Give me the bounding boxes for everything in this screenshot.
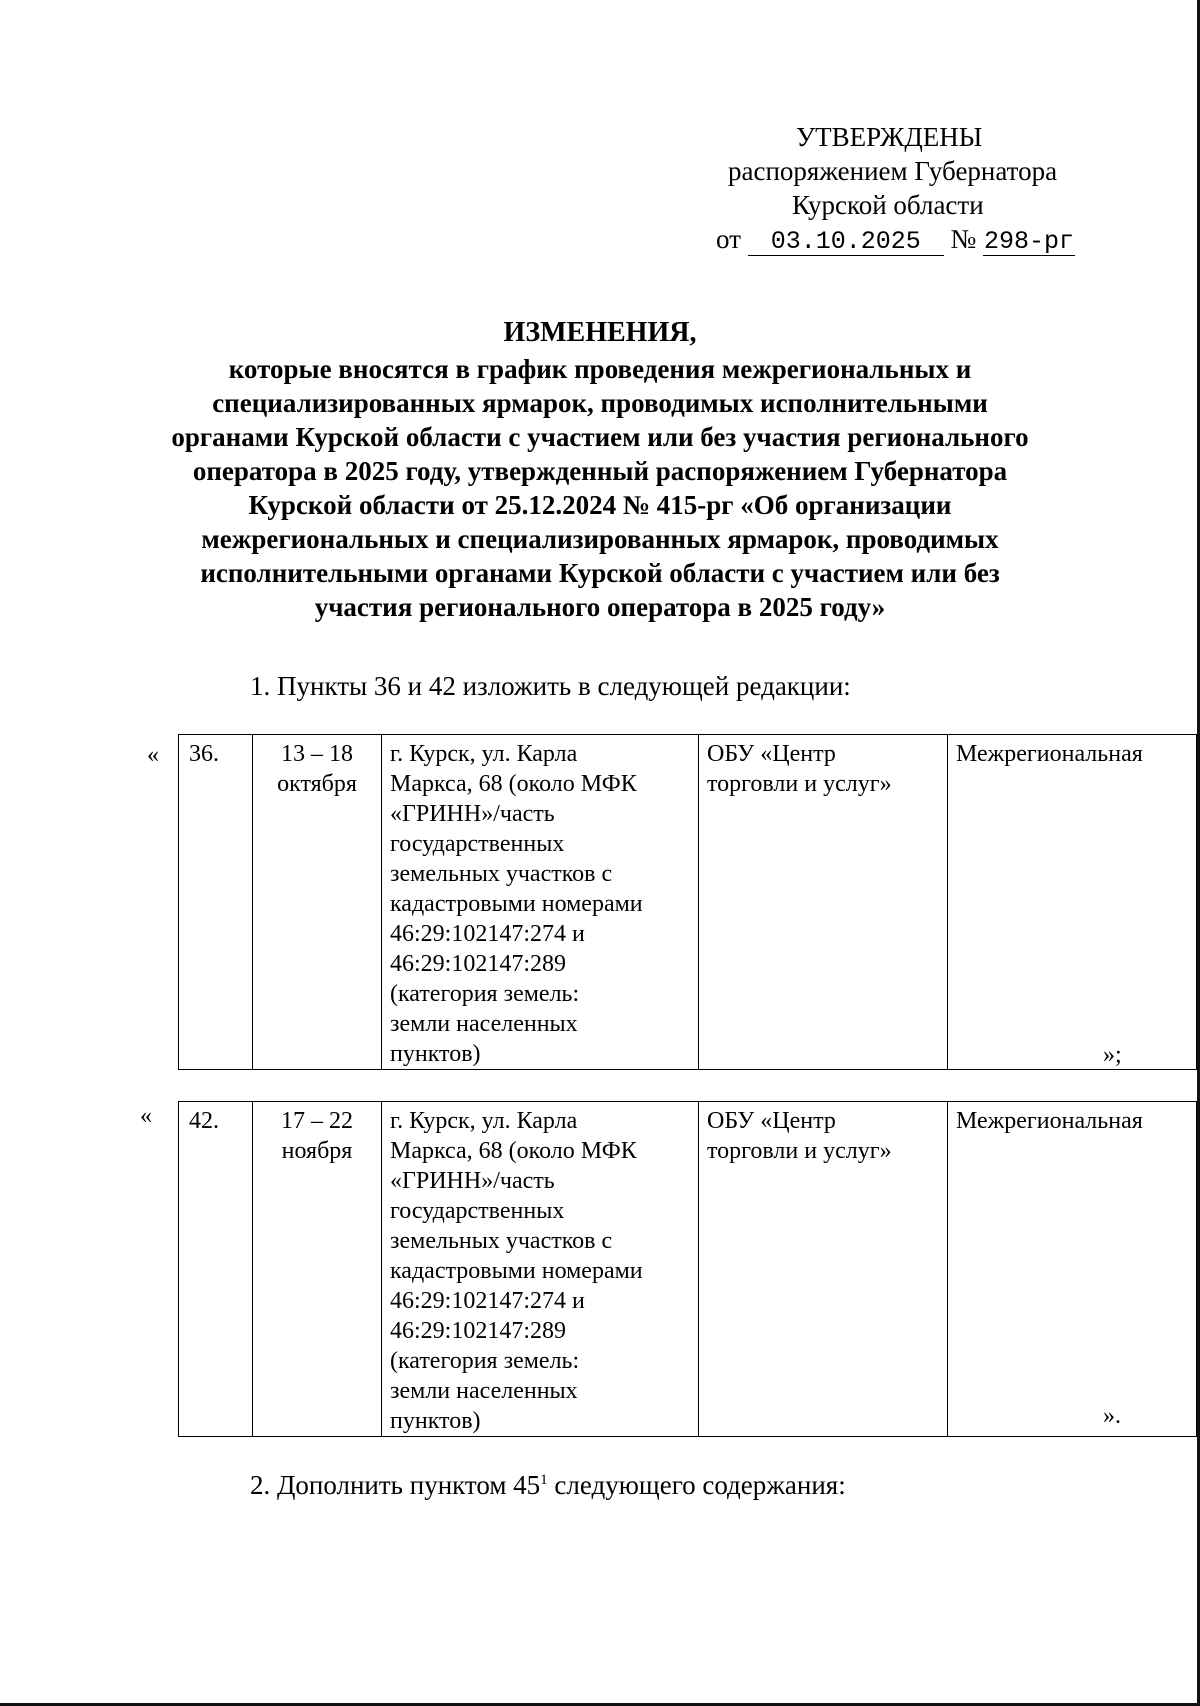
location-line: государственных: [390, 831, 565, 857]
open-quote: «: [147, 742, 159, 768]
paragraph-2: [250, 1468, 846, 1502]
title-heading: ИЗМЕНЕНИЯ,: [503, 317, 697, 348]
paragraph-2-text: 2. Дополнить пунктом 45: [250, 1470, 541, 1500]
title-line: участия регионального оператора в 2025 году»: [314, 592, 886, 622]
schedule-table-36: [178, 734, 1197, 1070]
cell-location: [382, 1102, 699, 1437]
date-range: 17 – 22: [281, 1108, 353, 1134]
open-quote: «: [140, 1103, 152, 1129]
location-line: Маркса, 68 (около МФК: [390, 771, 637, 797]
approval-number: 298-рг: [983, 227, 1074, 256]
organizer-line: торговли и услуг»: [707, 1138, 892, 1164]
location-line: земли населенных: [390, 1378, 578, 1404]
organizer-line: ОБУ «Центр: [707, 1108, 836, 1134]
location-line: земли населенных: [390, 1011, 578, 1037]
cell-organizer: [699, 1102, 948, 1437]
location-line: земельных участков с: [390, 861, 613, 887]
approval-line-3: Курской области: [792, 190, 984, 220]
location-line: (категория земель:: [390, 981, 580, 1007]
title-line: оператора в 2025 году, утвержденный распоряжением Губернатора: [192, 456, 1008, 486]
cell-location: [382, 735, 699, 1070]
location-line: государственных: [390, 1198, 565, 1224]
location-line: пунктов): [390, 1408, 481, 1434]
title-line: межрегиональных и специализированных ярмарок, проводимых: [201, 524, 999, 554]
location-line: кадастровыми номерами: [390, 891, 643, 917]
approval-stamp: [700, 120, 1120, 256]
cell-dates: [253, 1102, 382, 1437]
location-line: г. Курск, ул. Карла: [390, 1108, 578, 1134]
location-line: 46:29:102147:289: [390, 951, 567, 977]
paragraph-2-tail: следующего содержания:: [547, 1470, 846, 1500]
title-line: органами Курской области с участием или без участия регионального: [171, 422, 1029, 452]
table-row: [179, 735, 1197, 1070]
location-line: кадастровыми номерами: [390, 1258, 643, 1284]
paragraph-2-superscript: 1: [540, 1472, 548, 1488]
schedule-table-42: [178, 1101, 1197, 1437]
location-line: «ГРИНН»/часть: [390, 801, 555, 827]
cell-fair-type: Межрегиональная: [948, 735, 1197, 1070]
cell-number: 42.: [179, 1102, 253, 1437]
date-month: октября: [277, 771, 357, 797]
organizer-line: ОБУ «Центр: [707, 741, 836, 767]
title-line: исполнительными органами Курской области с участием или без: [200, 558, 1000, 588]
date-prefix: от: [716, 224, 741, 254]
location-line: 46:29:102147:274 и: [390, 921, 585, 947]
location-line: пунктов): [390, 1041, 481, 1067]
location-line: Маркса, 68 (около МФК: [390, 1138, 637, 1164]
approval-line-2: распоряжением Губернатора: [728, 156, 1058, 186]
approval-date-line: [700, 222, 1120, 256]
document-title: [150, 316, 1050, 624]
approval-date: 03.10.2025: [748, 229, 944, 256]
title-line: Курской области от 25.12.2024 № 415-рг «Об организации: [248, 490, 952, 520]
cell-organizer: [699, 735, 948, 1070]
approval-heading: УТВЕРЖДЕНЫ: [796, 122, 983, 152]
location-line: «ГРИНН»/часть: [390, 1168, 555, 1194]
date-month: ноября: [281, 1138, 353, 1164]
cell-dates: [253, 735, 382, 1070]
close-quote: »;: [1103, 1042, 1122, 1068]
table-row: [179, 1102, 1197, 1437]
organizer-line: торговли и услуг»: [707, 771, 892, 797]
location-line: земельных участков с: [390, 1228, 613, 1254]
cell-fair-type: Межрегиональная: [948, 1102, 1197, 1437]
paragraph-1: 1. Пункты 36 и 42 изложить в следующей редакции:: [250, 671, 851, 701]
location-line: 46:29:102147:274 и: [390, 1288, 585, 1314]
date-range: 13 – 18: [281, 741, 353, 767]
title-line: специализированных ярмарок, проводимых исполнительными: [212, 388, 988, 418]
location-line: 46:29:102147:289: [390, 1318, 567, 1344]
location-line: (категория земель:: [390, 1348, 580, 1374]
close-quote: ».: [1103, 1403, 1121, 1429]
title-line: которые вносятся в график проведения межрегиональных и: [228, 354, 972, 384]
number-prefix: №: [950, 224, 977, 254]
location-line: г. Курск, ул. Карла: [390, 741, 578, 767]
cell-number: 36.: [179, 735, 253, 1070]
